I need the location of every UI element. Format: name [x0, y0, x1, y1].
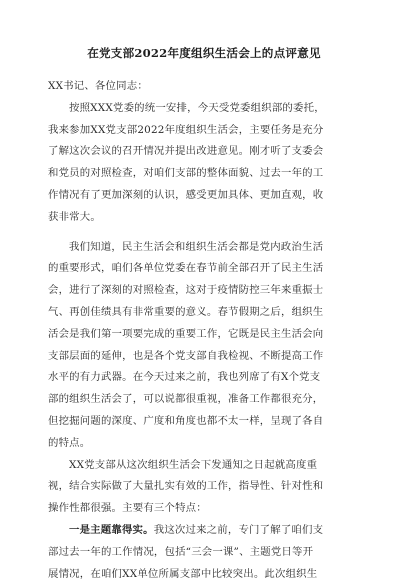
salutation: XX书记、各位同志：	[48, 80, 148, 92]
paragraph-line: 作情况有了更加深刻的认识，感受更加具体、更加直观，收	[48, 188, 324, 201]
paragraph-line: 视，结合实际做了大量扎实有效的工作，指导性、针对性和	[48, 480, 324, 493]
paragraph-line: 按照XXX党委的统一安排，今天受党委组织部的委托，	[69, 101, 325, 114]
paragraph-lead: 一是主题靠得实。	[69, 523, 154, 536]
paragraph-line: 操作性都很强。主要有三个特点：	[48, 502, 207, 515]
paragraph-line: 但挖掘问题的深度、广度和角度也都不太一样，呈现了各自	[48, 414, 324, 427]
paragraph-line: 我们知道，民主生活会和组织生活会都是党内政治生活	[69, 240, 324, 253]
paragraph-line: 活会是我们第一项要完成的重要工作，它既是民主生活会向	[48, 327, 324, 340]
paragraph-3	[48, 455, 360, 520]
paragraph-line: 会，进行了深刻的对照检查，这对于疫情防控三年来重振士	[48, 284, 324, 297]
paragraph-line: 我来参加XX党支部2022年度组织生活会，主要任务是充分	[48, 123, 324, 136]
paragraph-line: XX党支部从这次组织生活会下发通知之日起就高度重	[69, 458, 318, 471]
paragraph-line: 水平的有力武器。在今天过来之前，我也列席了有X个党支	[48, 371, 321, 384]
paragraph-line: 了解这次会议的召开情况并提出改进意见。刚才听了支委会	[48, 145, 324, 158]
paragraph-line: 和党员的对照检查，对咱们支部的整体面貌、过去一年的工	[48, 167, 324, 180]
paragraph-line: 展情况，在咱们XX单位所属支部中比较突出。此次组织生	[48, 567, 318, 580]
paragraph-first-line	[48, 520, 360, 542]
paragraph-line: 气、再创佳绩具有非常重要的意义。春节假期之后，组织生	[48, 305, 324, 318]
paragraph-line: 支部层面的延伸，也是各个党支部自我检视、不断提高工作	[48, 349, 324, 362]
paragraph-1	[48, 98, 360, 229]
paragraph-line: 获非常大。	[48, 210, 101, 223]
paragraph-2	[48, 237, 360, 455]
paragraph-line: 的特点。	[48, 436, 91, 449]
document-title: 在党支部2022年度组织生活会上的点评意见	[87, 46, 321, 60]
paragraph-line: 的重要形式，咱们各单位党委在春节前全部召开了民主生活	[48, 262, 324, 275]
paragraph-line-text: 我这次过来之前，专门了解了咱们支	[153, 523, 324, 536]
paragraph-4	[48, 520, 360, 585]
paragraph-line: 部过去一年的工作情况，包括“三会一课”、主题党日等开	[48, 545, 314, 558]
paragraph-line: 部的组织生活会了，可以说都很重视，准备工作都很充分，	[48, 393, 324, 406]
